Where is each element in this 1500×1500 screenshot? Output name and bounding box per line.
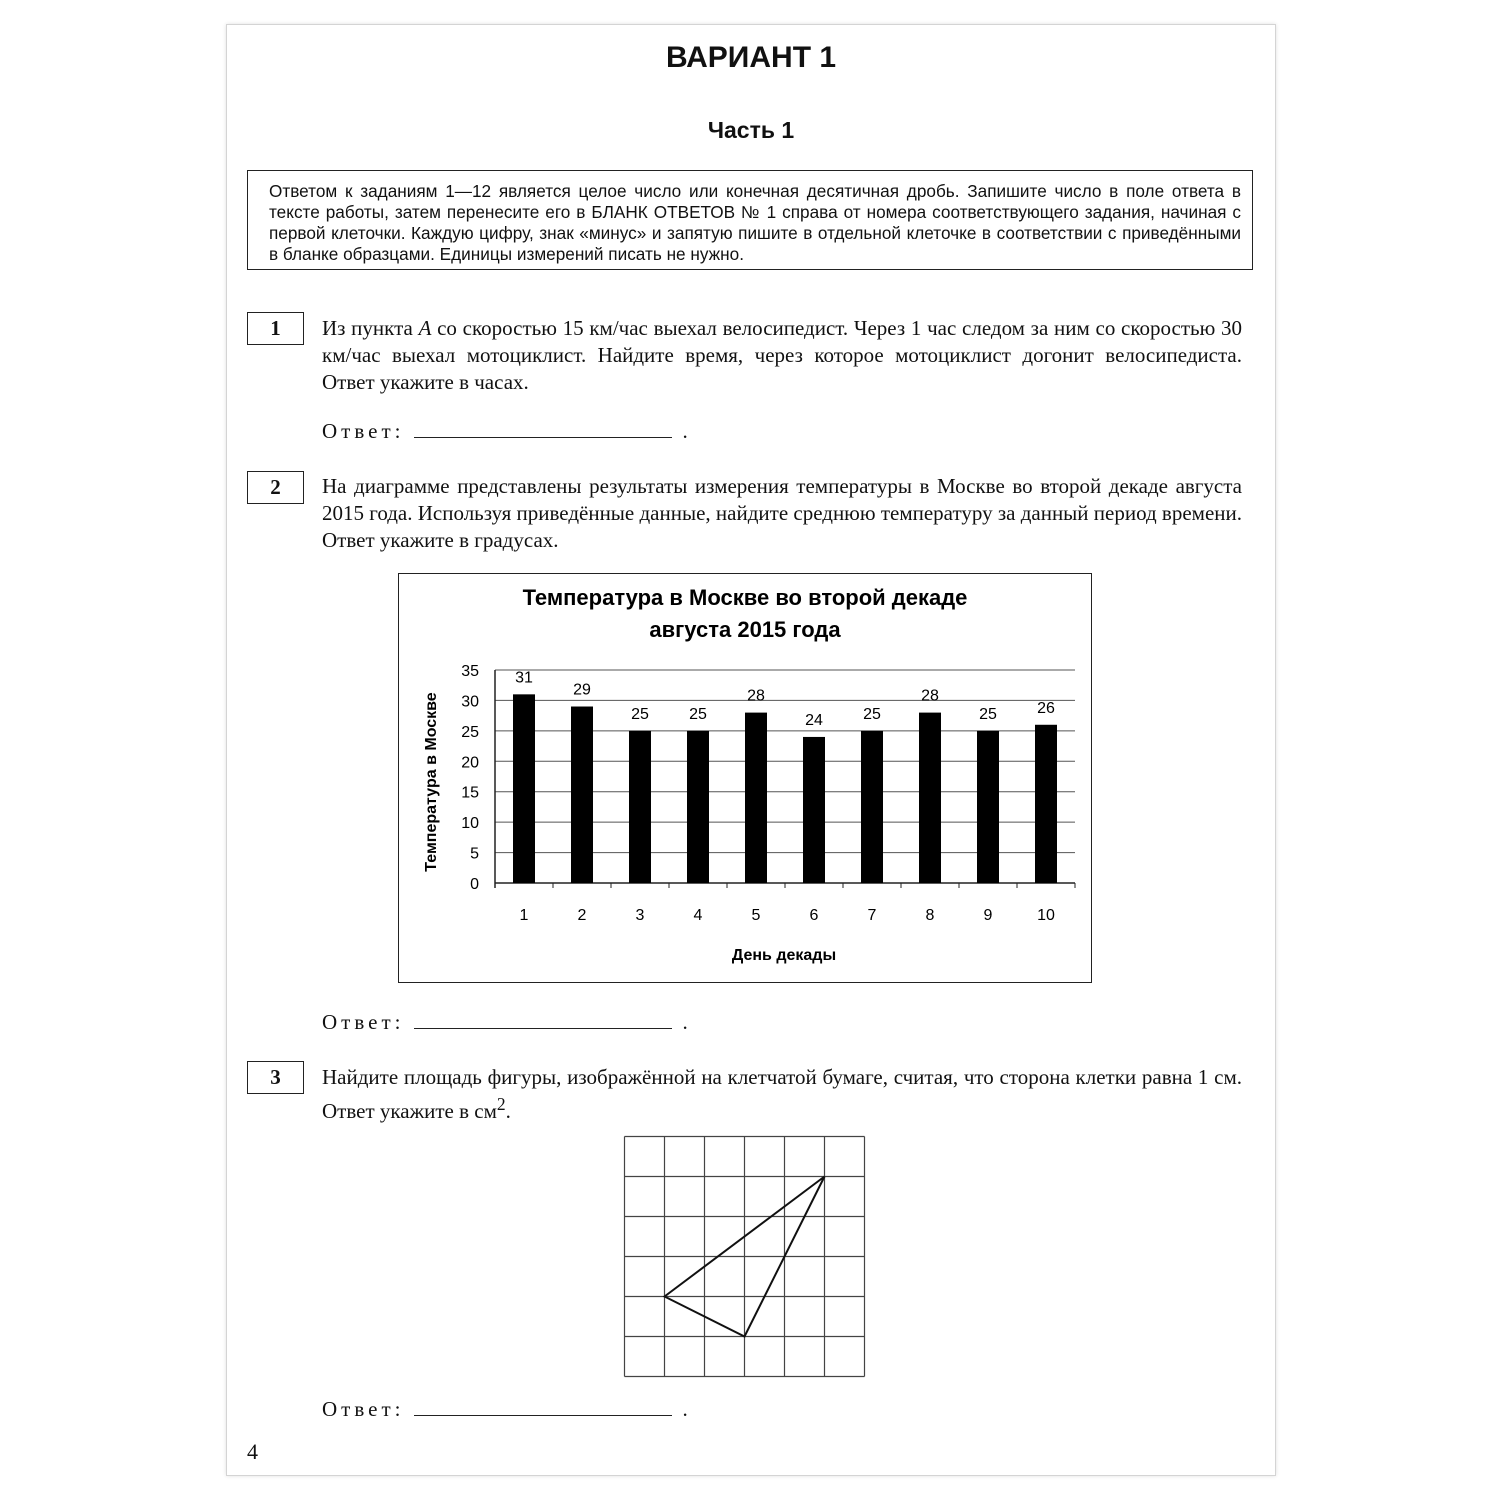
data-label: 28 (747, 687, 765, 705)
x-axis-label: День декады (731, 947, 837, 964)
answer-label: Ответ: (322, 1397, 405, 1421)
data-label: 26 (1037, 699, 1055, 717)
task-3-number: 3 (247, 1061, 304, 1094)
temperature-chart (398, 573, 1092, 983)
bar (919, 713, 941, 883)
bar (687, 731, 709, 883)
bar (1035, 725, 1057, 883)
data-label: 25 (863, 705, 881, 723)
x-tick-label: 1 (519, 907, 529, 924)
data-label: 25 (689, 705, 707, 723)
y-tick-label: 25 (461, 723, 479, 741)
y-tick-label: 15 (461, 784, 479, 802)
answer-label: Ответ: (322, 1010, 405, 1034)
x-tick-label: 4 (693, 907, 703, 924)
bar (513, 694, 535, 883)
x-tick-label: 6 (809, 907, 819, 924)
answer-field[interactable] (414, 419, 672, 438)
y-tick-label: 35 (461, 663, 479, 680)
data-label: 31 (515, 669, 533, 687)
task-1-number: 1 (247, 312, 304, 345)
x-tick-label: 5 (751, 907, 761, 924)
y-tick-label: 30 (461, 693, 479, 711)
instructions-box: Ответом к заданиям 1—12 является целое число или конечная десятичная дробь. Запишите число в поле ответа в тексте работы, затем перенесите его в БЛАНК ОТВЕТОВ № 1 справа от номера соответствующего задания, начиная с первой клеточки. Каждую цифру, знак «минус» и запятую пишите в отдельной клеточке в соответствии с приведёнными в бланке образцами. Единицы измерений писать не нужно. (247, 170, 1253, 270)
chart-title-line-2: августа 2015 года (649, 617, 841, 642)
y-tick-label: 5 (470, 845, 479, 863)
part-title: Часть 1 (707, 117, 795, 143)
x-tick-label: 3 (635, 907, 645, 924)
task-2-answer: Ответ: . (322, 1010, 692, 1034)
bar (861, 731, 883, 883)
data-label: 29 (573, 681, 591, 699)
x-tick-label: 2 (577, 907, 587, 924)
x-tick-label: 7 (867, 907, 877, 924)
bar (571, 707, 593, 883)
bar (803, 737, 825, 883)
data-label: 25 (979, 705, 997, 723)
y-tick-label: 0 (470, 876, 479, 893)
page-number: 4 (247, 1439, 258, 1464)
point-a-label: A (418, 316, 432, 340)
chart-svg (399, 574, 1091, 982)
answer-field[interactable] (414, 1397, 672, 1416)
variant-title: ВАРИАНТ 1 (665, 41, 837, 74)
task-3-answer: Ответ: . (322, 1397, 692, 1421)
answer-field[interactable] (414, 1010, 672, 1029)
x-tick-label: 8 (925, 907, 935, 924)
data-label: 28 (921, 687, 939, 705)
y-axis-label: Температура в Москве (423, 692, 440, 872)
x-tick-label: 10 (1037, 907, 1055, 924)
task-1-answer: Ответ: . (322, 419, 692, 443)
bar (629, 731, 651, 883)
bar (977, 731, 999, 883)
squared-superscript: 2 (496, 1094, 506, 1114)
task-1-text: Из пункта A со скоростью 15 км/час выехал велосипедист. Через 1 час следом за ним со скоростью 30 км/час выехал мотоциклист. Найдите время, через которое мотоциклист догонит велосипедиста. Ответ укажите в часах. (322, 316, 1242, 394)
chart-title-line-1: Температура в Москве во второй декаде (522, 585, 968, 610)
answer-label: Ответ: (322, 419, 405, 443)
task-2-text: На диаграмме представлены результаты измерения температуры в Москве во второй декаде августа 2015 года. Используя приведённые данные, найдите среднюю температуру за данный период времени. Ответ укажите в градусах. (322, 474, 1242, 552)
bar (745, 713, 767, 883)
x-tick-label: 9 (983, 907, 993, 924)
data-label: 24 (805, 711, 823, 729)
y-tick-label: 20 (461, 754, 479, 772)
data-label: 25 (631, 705, 649, 723)
task-3-text: Найдите площадь фигуры, изображённой на клетчатой бумаге, считая, что сторона клетки равна 1 см. Ответ укажите в $см^2$. (322, 1065, 1242, 1123)
exam-page (226, 24, 1276, 1476)
y-tick-label: 10 (461, 815, 479, 833)
task-2-number: 2 (247, 471, 304, 504)
grid-figure (623, 1135, 866, 1378)
